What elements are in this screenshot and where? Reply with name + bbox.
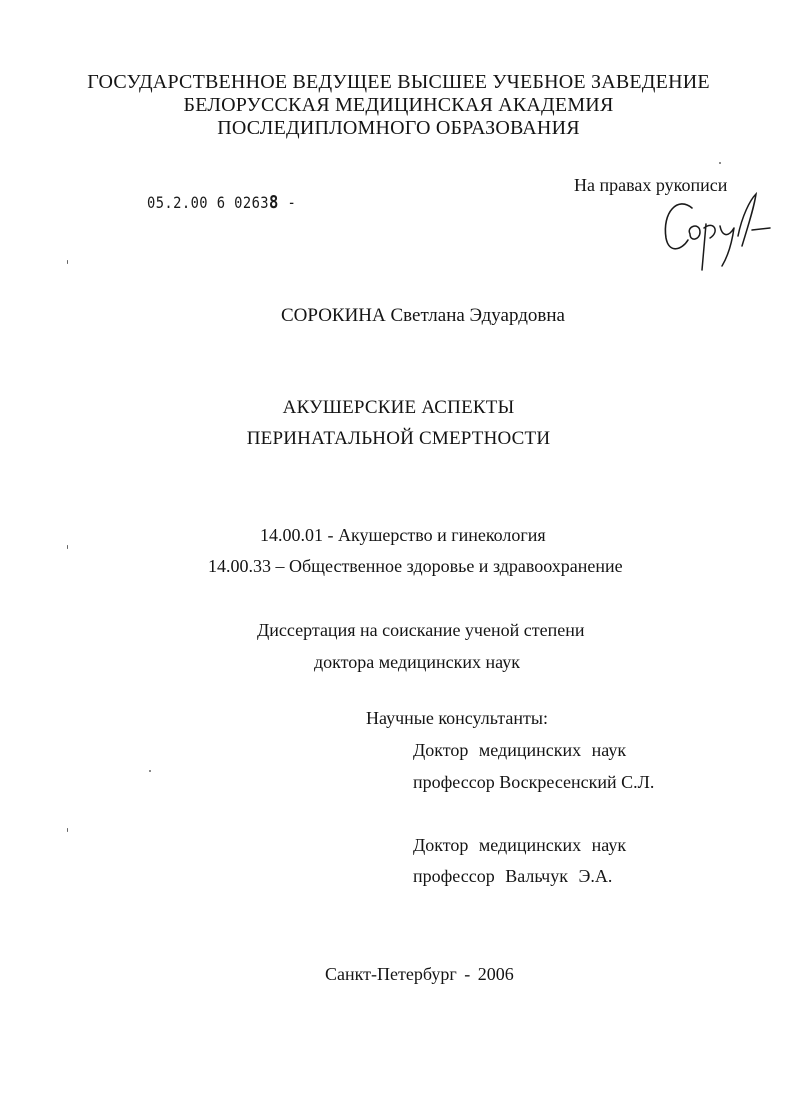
registry-number bbox=[147, 192, 296, 213]
degree-line-1: Диссертация на соискание ученой степени bbox=[257, 620, 585, 640]
consultant-1-name: профессор Воскресенский С.Л. bbox=[413, 772, 655, 792]
institution-line-1: ГОСУДАРСТВЕННОЕ ВЕДУЩЕЕ ВЫСШЕЕ УЧЕБНОЕ ЗАВЕДЕНИЕ bbox=[87, 71, 710, 93]
margin-mark bbox=[67, 260, 68, 264]
author-signature bbox=[656, 186, 776, 276]
registry-number-main: 05.2.00 6 0263 bbox=[147, 193, 269, 212]
consultant-1-title: Доктор медицинских наук bbox=[413, 740, 627, 760]
scan-speck bbox=[719, 162, 721, 164]
margin-mark bbox=[67, 828, 68, 832]
city-year: Санкт-Петербург - 2006 bbox=[325, 964, 514, 984]
specialty-line-1: 14.00.01 - Акушерство и гинекология bbox=[260, 525, 546, 545]
specialty-line-2: 14.00.33 – Общественное здоровье и здравоохранение bbox=[208, 556, 623, 576]
consultants-heading: Научные консультанты: bbox=[366, 708, 548, 728]
consultant-2-name: профессор Вальчук Э.А. bbox=[413, 866, 613, 886]
registry-number-last-digit: 8 bbox=[268, 192, 279, 213]
margin-mark bbox=[67, 545, 68, 549]
consultant-2-title: Доктор медицинских наук bbox=[413, 835, 627, 855]
institution-line-2: БЕЛОРУССКАЯ МЕДИЦИНСКАЯ АКАДЕМИЯ bbox=[183, 94, 614, 116]
author-name: СОРОКИНА Светлана Эдуардовна bbox=[281, 305, 565, 326]
thesis-title-line-1: АКУШЕРСКИЕ АСПЕКТЫ bbox=[282, 397, 515, 418]
institution-line-3: ПОСЛЕДИПЛОМНОГО ОБРАЗОВАНИЯ bbox=[217, 117, 580, 139]
degree-line-2: доктора медицинских наук bbox=[314, 652, 520, 672]
registry-dash: - bbox=[278, 193, 297, 212]
margin-mark bbox=[149, 770, 151, 772]
thesis-title-line-2: ПЕРИНАТАЛЬНОЙ СМЕРТНОСТИ bbox=[246, 428, 551, 449]
manuscript-rights-note: На правах рукописи bbox=[574, 175, 728, 195]
